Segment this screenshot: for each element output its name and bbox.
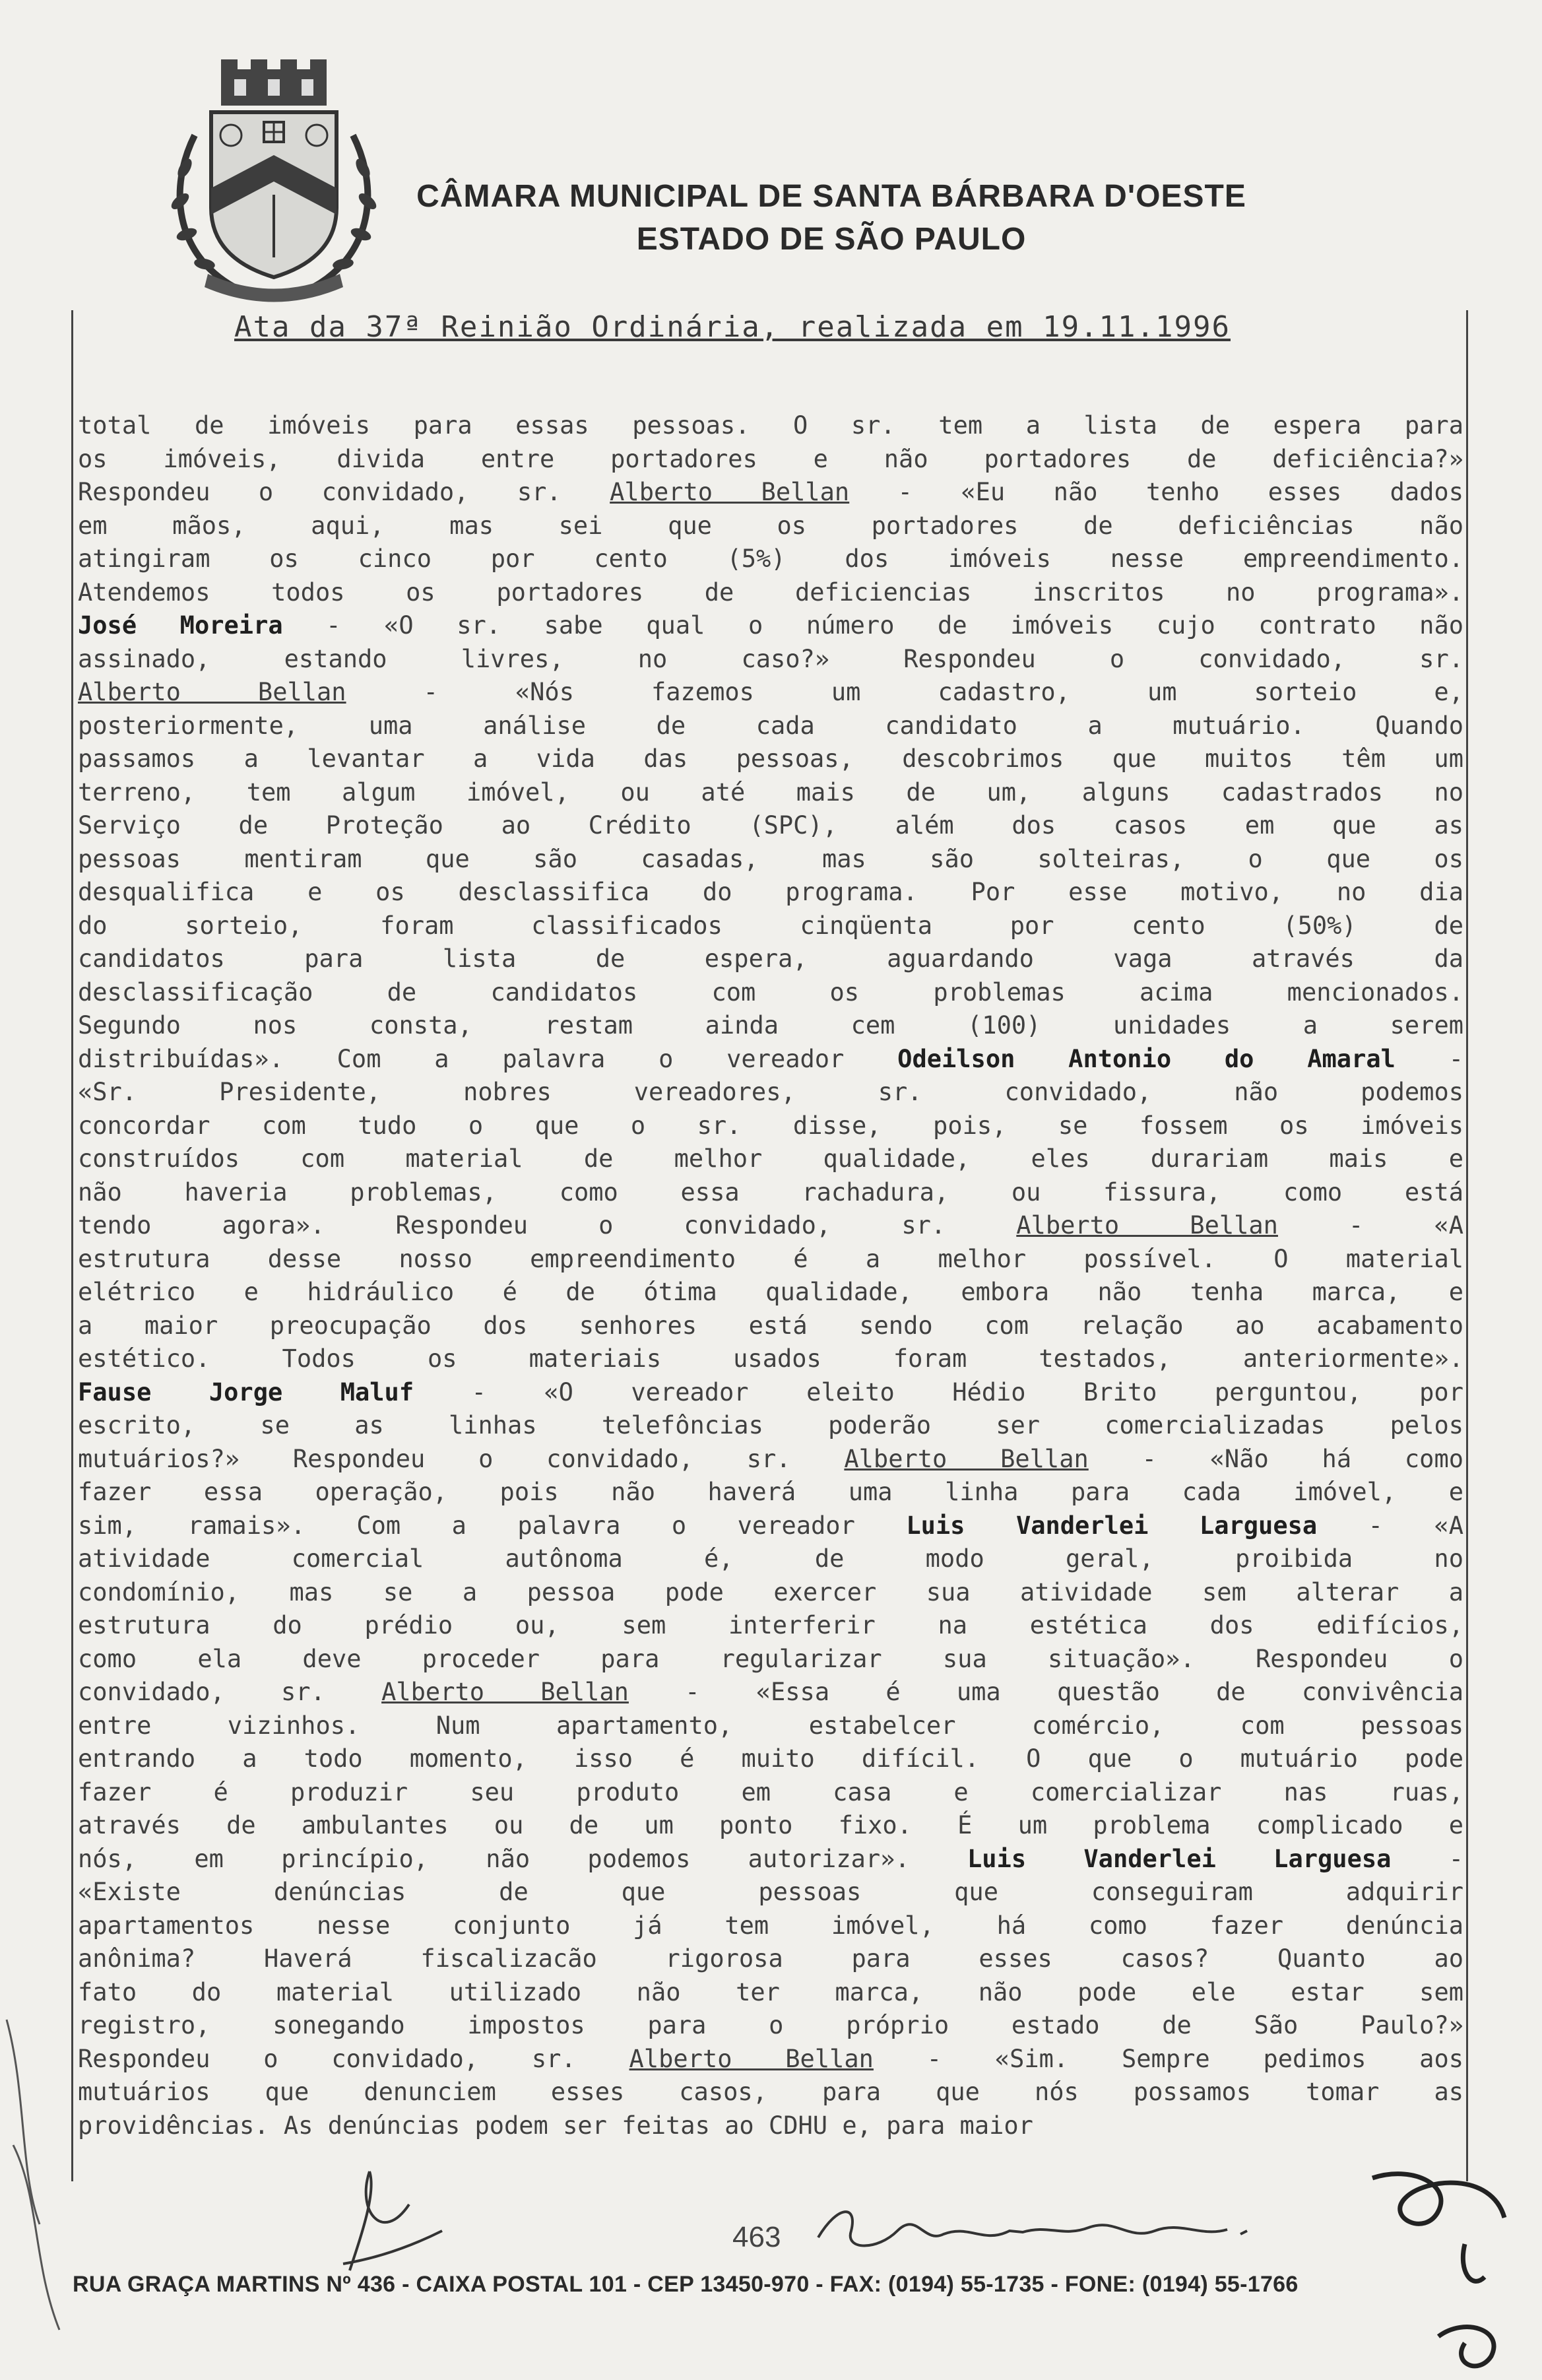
text-segment: providências. As denúncias podem ser feitas ao CDHU e, para maior [78,2111,1033,2140]
speaker-name: Odeilson Antonio do Amaral [897,1044,1396,1073]
text-segment: estético. Todos os materiais usados foram testados, anteriormente». [78,1344,1463,1373]
text-line [78,1476,1463,1509]
speaker-name: Luis Vanderlei Larguesa [967,1844,1392,1873]
text-line [78,1542,1463,1576]
text-segment: posteriormente, uma análise de cada candidato a mutuário. Quando [78,711,1463,740]
text-segment: através de ambulantes ou de um ponto fixo. É um problema complicado e [78,1811,1463,1839]
text-segment: - «Eu não tenho esses dados [849,478,1463,506]
text-line [78,1643,1463,1676]
text-segment: entrando a todo momento, isso é muito difícil. O que o mutuário pode [78,1744,1463,1773]
text-segment: - «A [1317,1511,1463,1540]
handwritten-secretary-signature [812,2198,1273,2257]
text-line [78,409,1463,443]
text-line [78,909,1463,943]
text-segment: - «Sim. Sempre pedimos aos [873,2044,1463,2073]
guest-name: Alberto Bellan [78,678,346,706]
org-state: ESTADO DE SÃO PAULO [636,222,1027,257]
text-segment: a maior preocupação dos senhores está sendo com relação ao acabamento [78,1311,1463,1340]
text-segment: Serviço de Proteção ao Crédito (SPC), além dos casos em que as [78,811,1463,840]
text-line [78,1276,1463,1309]
text-segment: os imóveis, divida entre portadores e não portadores de deficiência?» [78,444,1463,473]
text-line [78,1909,1463,1943]
text-line [78,710,1463,743]
text-line [78,1776,1463,1810]
text-segment: - «O sr. sabe qual o número de imóveis cujo contrato não [282,611,1463,640]
handwritten-initials-signature [330,2165,449,2277]
text-segment: não haveria problemas, como essa rachadura, ou fissura, como está [78,1177,1463,1207]
text-segment: - «A [1277,1211,1463,1240]
text-segment: escrito, se as linhas telefôncias poderão ser comercializadas pelos [78,1411,1463,1439]
text-segment: fato do material utilizado não ter marca, não pode ele estar sem [78,1977,1463,2006]
text-segment: estrutura do prédio ou, sem interferir na estética dos edifícios, [78,1611,1463,1639]
text-line [78,1576,1463,1610]
text-segment: mutuários que denunciem esses casos, para que nós possamos tomar as [78,2078,1463,2106]
text-line [78,576,1463,610]
text-line [78,1942,1463,1976]
text-segment: atingiram os cinco por cento (5%) dos imóveis nesse empreendimento. [78,545,1463,573]
guest-name: Alberto Bellan [844,1444,1089,1473]
text-segment: distribuídas». Com a palavra o vereador [78,1044,898,1073]
text-segment: Atendemos todos os portadores de deficiencias inscritos no programa». [78,578,1463,607]
text-segment: em mãos, aqui, mas sei que os portadores de deficiências não [78,511,1463,540]
text-segment: apartamentos nesse conjunto já tem imóvel, há como fazer denúncia [78,1911,1463,1940]
text-segment: do sorteio, foram classificados cinqüenta por cento (50%) de [78,911,1463,940]
text-line [78,2109,1463,2143]
text-segment: atividade comercial autônoma é, de modo geral, proibida no [78,1544,1463,1573]
text-line [78,510,1463,543]
text-segment: Respondeu o convidado, sr. [78,2044,629,2073]
text-line [78,2009,1463,2043]
text-segment: Respondeu o convidado, sr. [78,478,610,506]
right-margin-rule [1466,310,1468,2181]
left-margin-rule [71,310,73,2181]
text-segment: - «O vereador eleito Hédio Brito perguntou, por [414,1377,1463,1406]
text-line [78,1409,1463,1443]
minutes-heading: Ata da 37ª Reinião Ordinária, realizada em 19.11.1996 [234,310,1231,344]
speaker-name: Fause Jorge Maluf [78,1377,414,1406]
text-segment: fazer é produzir seu produto em casa e comercializar nas ruas, [78,1777,1463,1806]
text-segment: «Existe denúncias de que pessoas que conseguiram adquirir [78,1878,1463,1906]
text-segment: - «Não há como [1088,1444,1463,1473]
text-line [78,1376,1463,1410]
text-line [78,1176,1463,1210]
text-segment: total de imóveis para essas pessoas. O sr. tem a lista de espera para [78,411,1463,440]
text-line [78,1142,1463,1176]
text-segment: terreno, tem algum imóvel, ou até mais de um, alguns cadastrados no [78,777,1463,807]
text-segment: construídos com material de melhor qualidade, eles durariam mais e [78,1144,1463,1173]
text-line [78,476,1463,510]
text-line [78,1976,1463,2010]
footer-address: RUA GRAÇA MARTINS Nº 436 - CAIXA POSTAL 101 - CEP 13450-970 - FAX: (0194) 55-1735 - FONE: (0194) 55-1766 [73,2272,1299,2297]
text-segment: assinado, estando livres, no caso?» Respondeu o convidado, sr. [78,644,1463,673]
text-line [78,1109,1463,1143]
municipal-coat-of-arms [155,56,393,307]
text-line [78,609,1463,643]
org-name: CÂMARA MUNICIPAL DE SANTA BÁRBARA D'OESTE [416,179,1246,214]
text-segment: desqualifica e os desclassifica do programa. Por esse motivo, no dia [78,878,1463,906]
text-segment: fazer essa operação, pois não haverá uma linha para cada imóvel, e [78,1478,1463,1506]
text-line [78,1443,1463,1476]
text-line [78,543,1463,576]
text-segment: como ela deve proceder para regularizar sua situação». Respondeu o [78,1644,1463,1673]
text-line [78,1209,1463,1243]
text-line [78,809,1463,843]
text-segment: entre vizinhos. Num apartamento, estabelcer comércio, com pessoas [78,1711,1463,1740]
speaker-name: Luis Vanderlei Larguesa [906,1511,1318,1540]
text-segment: estrutura desse nosso empreendimento é a melhor possível. O material [78,1244,1463,1273]
text-segment: convidado, sr. [78,1678,382,1706]
text-segment: - [1395,1044,1463,1073]
text-line [78,1009,1463,1043]
text-segment: - «Nós fazemos um cadastro, um sorteio e, [346,678,1463,706]
text-line [78,443,1463,477]
text-segment: condomínio, mas se a pessoa pode exercer sua atividade sem alterar a [78,1577,1463,1606]
text-segment: elétrico e hidráulico é de ótima qualidade, embora não tenha marca, e [78,1278,1463,1306]
minutes-body [78,409,1463,2142]
text-segment: desclassificação de candidatos com os problemas acima mencionados. [78,977,1463,1007]
text-line [78,1342,1463,1376]
text-segment: tendo agora». Respondeu o convidado, sr. [78,1211,1017,1240]
text-line [78,1742,1463,1776]
margin-pen-strokes [0,2013,73,2343]
text-segment: Segundo nos consta, restam ainda cem (100) unidades a serem [78,1011,1463,1040]
text-line [78,776,1463,810]
text-segment: - [1391,1844,1463,1873]
text-line [78,2043,1463,2076]
text-segment: candidatos para lista de espera, aguardando vaga através da [78,944,1463,973]
text-line [78,1309,1463,1343]
text-line [78,2076,1463,2109]
text-segment: mutuários?» Respondeu o convidado, sr. [78,1444,845,1473]
text-segment: nós, em princípio, não podemos autorizar». [78,1844,967,1873]
text-line [78,643,1463,677]
guest-name: Alberto Bellan [1016,1211,1278,1240]
text-line [78,876,1463,909]
text-line [78,1843,1463,1876]
text-segment: anônima? Haverá fiscalizacão rigorosa para esses casos? Quanto ao [78,1944,1463,1973]
text-segment: passamos a levantar a vida das pessoas, descobrimos que muitos têm um [78,744,1463,773]
text-segment: sim, ramais». Com a palavra o vereador [78,1511,907,1540]
speaker-name: José Moreira [78,611,283,640]
text-segment: registro, sonegando impostos para o próprio estado de São Paulo?» [78,2011,1463,2039]
page-number: 463 [732,2221,781,2253]
text-line [78,1709,1463,1743]
guest-name: Alberto Bellan [381,1678,629,1706]
text-line [78,1076,1463,1109]
text-line [78,843,1463,876]
text-line [78,1243,1463,1276]
text-segment: - «Essa é uma questão de convivência [628,1678,1463,1706]
guest-name: Alberto Bellan [610,478,850,506]
text-line [78,1809,1463,1843]
text-line [78,1509,1463,1543]
text-line [78,1876,1463,1909]
text-line [78,743,1463,776]
text-line [78,676,1463,710]
handwritten-initials-right [1359,2158,1518,2376]
text-segment: «Sr. Presidente, nobres vereadores, sr. convidado, não podemos [78,1078,1463,1106]
text-line [78,942,1463,976]
text-line [78,1043,1463,1076]
guest-name: Alberto Bellan [629,2044,874,2073]
text-line [78,1609,1463,1643]
text-segment: pessoas mentiram que são casadas, mas são solteiras, o que os [78,844,1463,873]
text-line [78,1676,1463,1709]
text-segment: concordar com tudo o que o sr. disse, pois, se fossem os imóveis [78,1111,1463,1140]
text-line [78,976,1463,1010]
